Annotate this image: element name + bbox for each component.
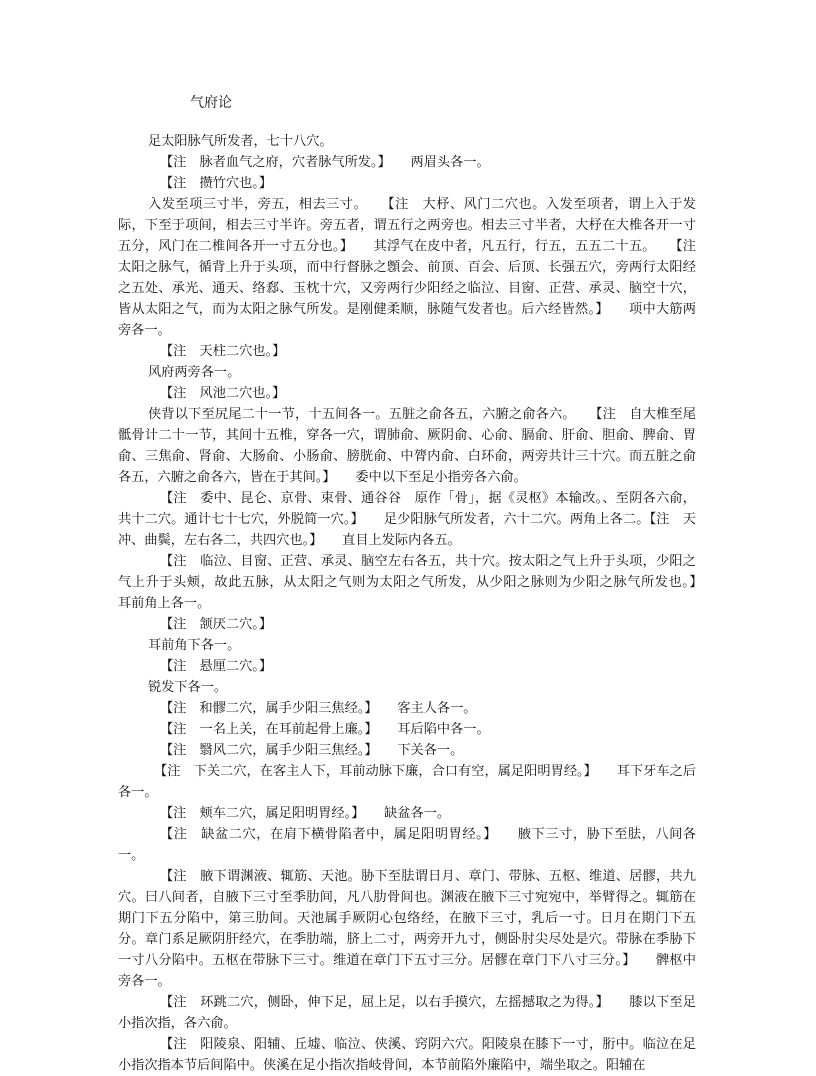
paragraph-9: 【注 委中、昆仑、京骨、束骨、通谷谷 原作「骨」，据《灵枢》本输改。、至阴各六俞，共十二穴。通计七十七穴，外脱简一穴。】 足少阳脉气所发者，六十二穴。两角上各二。【注 天冲、曲鬓，左右各二，共四穴也。】 直目上发际内各五。 <box>118 491 696 548</box>
paragraph-19: 【注 颊车二穴，属足阳明胃经。】 缺盆各一。 <box>160 806 451 821</box>
paragraph-13: 【注 悬厘二穴。】 <box>160 659 273 674</box>
paragraph-22: 【注 环跳二穴，侧卧，伸下足，屈上足，以右手摸穴，左摇撼取之为得。】 膝以下至足小指次指，各六俞。 <box>118 995 696 1031</box>
paragraph-20: 【注 缺盆二穴，在肩下横骨陷者中，属足阳明胃经。】 腋下三寸，胁下至胠，八间各一。 <box>118 827 696 863</box>
paragraph-11: 【注 颔厌二穴。】 <box>160 617 273 632</box>
paragraph-2: 【注 脉者血气之府，穴者脉气所发。】 两眉头各一。 <box>160 155 490 170</box>
paragraph-8: 侠背以下至尻尾二十一节，十五间各一。五脏之俞各五，六腑之俞各六。 【注 自大椎至尾骶骨计二十一节，其间十五椎，穿各一穴，谓肺俞、厥阴俞、心俞、膈俞、肝俞、胆俞、脾俞、胃俞、三焦俞、肾俞、大肠俞、小肠俞、膀胱俞、中膂内俞、白环俞，两旁共计三十穴。而五脏之俞各五，六腑之俞各六，皆在于其间。】 委中以下至足小指旁各六俞。 <box>118 407 696 485</box>
paragraph-7: 【注 风池二穴也。】 <box>160 386 286 401</box>
page-title: 气府论 <box>190 95 232 111</box>
paragraph-10: 【注 临泣、目窗、正营、承灵、脑空左右各五，共十穴。按太阳之气上升于头项，少阳之气上升于头颊，故此五脉，从太阳之气则为太阳之气所发，从少阳之脉则为少阳之脉气所发也。】 耳前角上各一。 <box>118 554 723 611</box>
paragraph-16: 【注 一名上关，在耳前起骨上廉。】 耳后陷中各一。 <box>160 722 490 737</box>
paragraph-15: 【注 和髎二穴，属手少阳三焦经。】 客主人各一。 <box>160 701 477 716</box>
paragraph-21: 【注 腋下谓渊液、辄筋、天池。胁下至胠谓日月、章门、带脉、五枢、维道、居髎，共九穴。曰八间者，自腋下三寸至季肋间，凡八肋骨间也。渊液在腋下三寸宛宛中，举臂得之。辄筋在期门下五分陷中，第三肋间。天池属手厥阴心包络经，在腋下三寸，乳后一寸。日月在期门下五分。章门系足厥阴肝经穴，在季肋端，脐上二寸，两旁开九寸，侧卧肘尖尽处是穴。带脉在季胁下一寸八分陷中。五枢在带脉下三寸。维道在章门下五寸三分。居髎在章门下八寸三分。】 髀枢中旁各一。 <box>118 869 696 989</box>
paragraph-17: 【注 翳风二穴，属手少阳三焦经。】 下关各一。 <box>160 743 464 758</box>
paragraph-18: 【注 下关二穴，在客主人下，耳前动脉下廉，合口有空，属足阳明胃经。】 耳下牙车之后各一。 <box>118 764 696 800</box>
paragraph-1: 足太阳脉气所发者，七十八穴。 <box>148 134 333 149</box>
paragraph-5: 【注 天柱二穴也。】 <box>160 344 286 359</box>
paragraph-14: 锐发下各一。 <box>148 680 228 695</box>
paragraph-12: 耳前角下各一。 <box>148 638 241 653</box>
paragraph-6: 风府两旁各一。 <box>148 365 241 380</box>
document-page <box>118 93 723 1076</box>
paragraph-3: 【注 攒竹穴也。】 <box>160 176 273 191</box>
paragraph-23: 【注 阳陵泉、阳辅、丘墟、临泣、侠溪、窍阴六穴。阳陵泉在膝下一寸，胻中。临泣在足小指次指本节后间陷中。侠溪在足小指次指岐骨间，本节前陷外廉陷中，端坐取之。阳辅在 <box>118 1037 696 1073</box>
paragraph-4: 入发至项三寸半，旁五，相去三寸。 【注 大杼、风门二穴也。入发至项者，谓上入于发际，下至于项间，相去三寸半许。旁五者，谓五行之两旁也。相去三寸半者，大杼在大椎各开一寸五分，风门在二椎间各开一寸五分也。】 其浮气在皮中者，凡五行，行五，五五二十五。 【注 太阳之脉气，循背上升于头项，而中行督脉之顖会、前顶、百会、后顶、长强五穴，旁两行太阳经之五处、承光、通天、络郄、玉枕十穴，又旁两行少阳经之临泣、目窗、正营、承灵、脑空十穴，皆从太阳之气，而为太阳之脉气所发。是刚健柔顺，脉随气发者也。后六经皆然。】 项中大筋两旁各一。 <box>118 197 710 338</box>
